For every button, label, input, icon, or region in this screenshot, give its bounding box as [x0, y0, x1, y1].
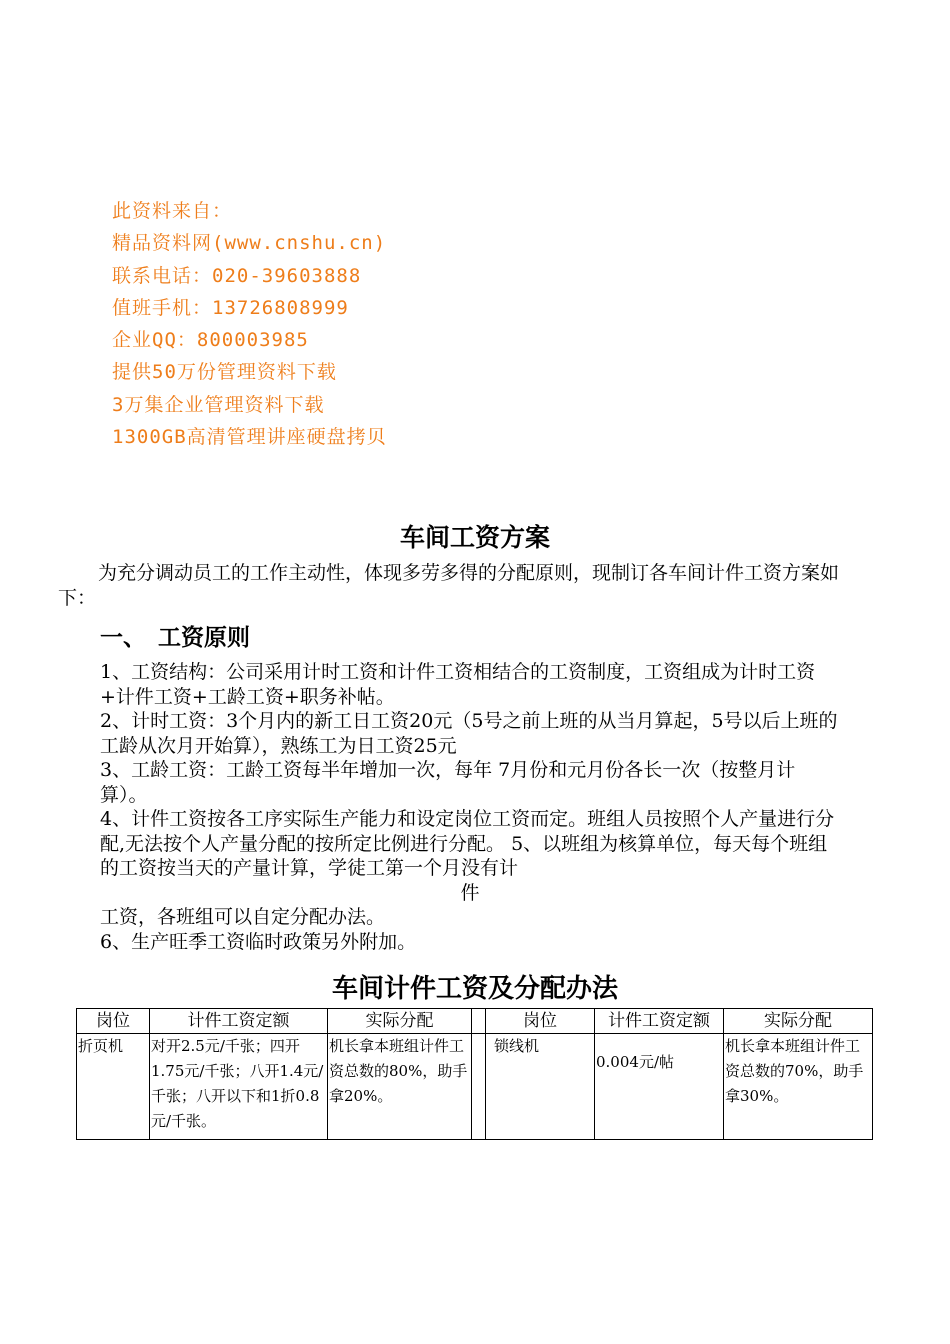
- promo-line: 提供50万份管理资料下载: [112, 361, 337, 384]
- wage-table: [76, 1008, 873, 1140]
- table-title: 车间计件工资及分配办法: [331, 974, 618, 1004]
- promo-line: 精品资料网(www.cnshu.cn): [112, 232, 387, 255]
- list-item: 6、生产旺季工资临时政策另外附加。: [100, 930, 417, 953]
- header-rate: 计件工资定额: [150, 1009, 328, 1034]
- promo-line: 值班手机：13726808999: [112, 296, 349, 319]
- section-number: 一、: [100, 625, 146, 651]
- header-post: 岗位: [77, 1009, 150, 1034]
- promo-block: [112, 195, 387, 453]
- section-label: 工资原则: [158, 625, 250, 651]
- list-item: 1、工资结构：公司采用计时工资和计件工资相结合的工资制度，工资组成为计时工资+计件工资+工龄工资+职务补帖。: [100, 661, 816, 708]
- cell-rate: 0.004元/帖: [595, 1034, 724, 1140]
- table-gap: [472, 1009, 486, 1034]
- list-item: 4、计件工资按各工序实际生产能力和设定岗位工资而定。班组人员按照个人产量进行分配,无法按个人产量分配的按所定比例进行分配。 5、以班组为核算单位，每天每个班组的工资按当天的产量计算，学徒工第一个月没有计: [100, 808, 835, 879]
- list-item-fragment: 件: [460, 881, 480, 904]
- table-gap: [472, 1034, 486, 1140]
- promo-line: 企业QQ：800003985: [112, 329, 309, 352]
- promo-line: 联系电话：020-39603888: [112, 264, 362, 287]
- promo-line: 3万集企业管理资料下载: [112, 393, 325, 416]
- promo-line: 此资料来自：: [112, 200, 233, 222]
- document-title: 车间工资方案: [399, 523, 550, 552]
- cell-distribution: 机长拿本班组计件工资总数的80%，助手拿20%。: [328, 1034, 472, 1140]
- table-header-row: [77, 1009, 873, 1034]
- section-heading: [100, 619, 250, 652]
- header-distribution: 实际分配: [724, 1009, 873, 1034]
- principle-list: [100, 660, 840, 954]
- cell-post: 锁线机: [486, 1034, 595, 1140]
- table-row: [77, 1034, 873, 1140]
- cell-post: 折页机: [77, 1034, 150, 1140]
- promo-line: 1300GB高清管理讲座硬盘拷贝: [112, 426, 387, 449]
- list-item: 工资，各班组可以自定分配办法。: [100, 906, 386, 928]
- cell-rate: 对开2.5元/千张；四开1.75元/千张；八开1.4元/千张；八开以下和1折0.8元/千张。: [150, 1034, 328, 1140]
- cell-distribution: 机长拿本班组计件工资总数的70%，助手拿30%。: [724, 1034, 873, 1140]
- list-item: 3、工龄工资：工龄工资每半年增加一次，每年 7月份和元月份各长一次（按整月计算）。: [100, 759, 796, 806]
- intro-paragraph: 为充分调动员工的工作主动性，体现多劳多得的分配原则，现制订各车间计件工资方案如下：: [58, 562, 840, 609]
- header-rate: 计件工资定额: [595, 1009, 724, 1034]
- header-post: 岗位: [486, 1009, 595, 1034]
- list-item: 2、计时工资：3个月内的新工日工资20元（5号之前上班的从当月算起，5号以后上班的工龄从次月开始算），熟练工为日工资25元: [100, 710, 838, 757]
- header-distribution: 实际分配: [328, 1009, 472, 1034]
